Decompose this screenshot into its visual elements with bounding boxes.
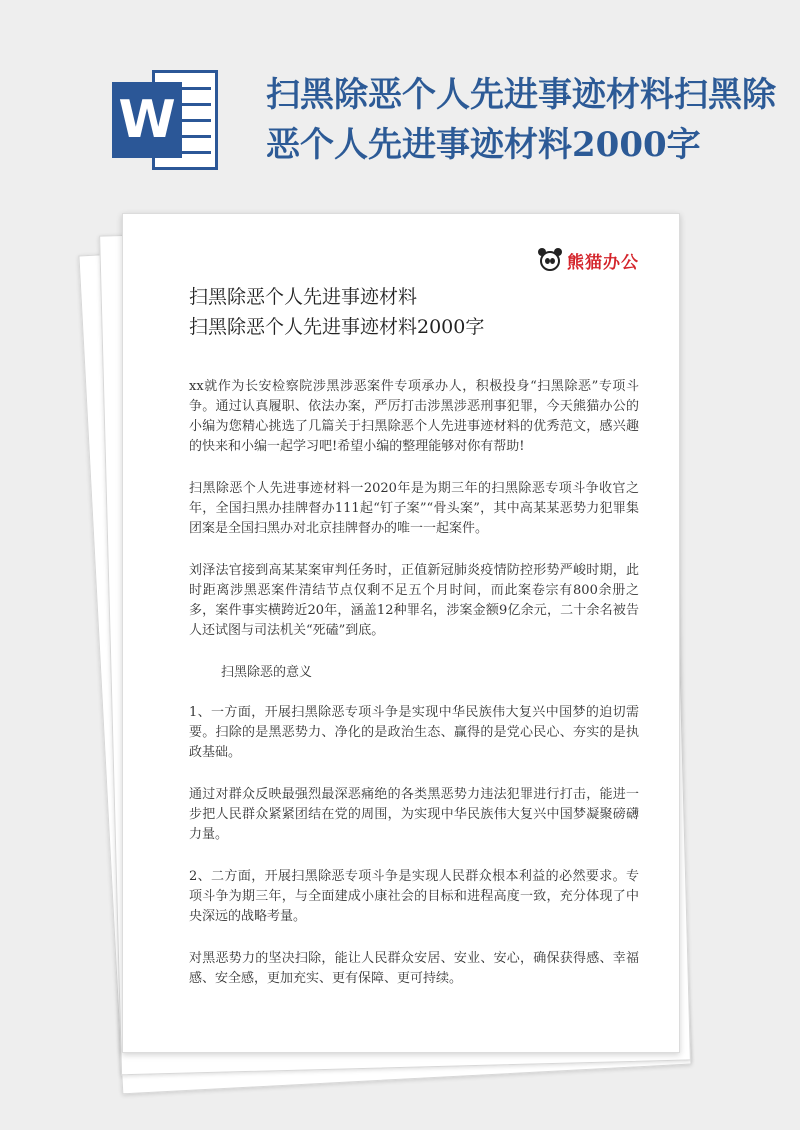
paragraph-point-2: 2、二方面，开展扫黑除恶专项斗争是实现人民群众根本利益的必然要求。专项斗争为期三年，与全面建成小康社会的目标和进程高度一致，充分体现了中央深远的战略考量。 — [189, 869, 639, 924]
paragraph-judge: 刘泽法官接到高某某案审判任务时，正值新冠肺炎疫情防控形势严峻时期，此时距离涉黑恶案件清结节点仅剩不足五个月时间，而此案卷宗有800余册之多，案件事实横跨近20年，涵盖12种罪名，涉案金额9亿余元，二十余名被告人还试图与司法机关“死磕”到底。 — [189, 563, 639, 638]
word-letter: W — [112, 82, 182, 158]
document-page — [122, 213, 680, 1053]
word-document-icon — [112, 70, 220, 170]
section-heading-significance: 扫黑除恶的意义 — [221, 665, 313, 680]
panda-icon — [537, 247, 563, 273]
document-title-line-1: 扫黑除恶个人先进事迹材料 — [189, 286, 418, 308]
brand-logo-text: 熊猫办公 — [567, 252, 639, 273]
paragraph-point-1-detail: 通过对群众反映最强烈最深恶痛绝的各类黑恶势力违法犯罪进行打击，能进一步把人民群众紧紧团结在党的周围，为实现中华民族伟大复兴中国梦凝聚磅礴力量。 — [189, 787, 639, 842]
banner — [0, 0, 800, 200]
document-title-line-2: 扫黑除恶个人先进事迹材料2000字 — [189, 316, 485, 338]
document-title — [189, 282, 629, 342]
banner-title: 扫黑除恶个人先进事迹材料扫黑除恶个人先进事迹材料2000字 — [266, 75, 776, 165]
paragraph-point-2-detail: 对黑恶势力的坚决扫除，能让人民群众安居、安业、安心，确保获得感、幸福感、安全感，更加充实、更有保障、更可持续。 — [189, 951, 639, 986]
brand-logo — [537, 247, 639, 273]
paragraph-case-overview: 扫黑除恶个人先进事迹材料一2020年是为期三年的扫黑除恶专项斗争收官之年，全国扫黑办挂牌督办111起“钉子案”“骨头案”，其中高某某恶势力犯罪集团案是全国扫黑办对北京挂牌督办的唯一一起案件。 — [189, 481, 639, 536]
document-body — [189, 377, 639, 1011]
paragraph-intro: xx就作为长安检察院涉黑涉恶案件专项承办人，积极投身“扫黑除恶”专项斗争。通过认真履职、依法办案，严厉打击涉黑涉恶刑事犯罪，今天熊猫办公的小编为您精心挑选了几篇关于扫黑除恶个人先进事迹材料的优秀范文，感兴趣的快来和小编一起学习吧!希望小编的整理能够对你有帮助! — [189, 379, 639, 454]
paragraph-point-1: 1、一方面，开展扫黑除恶专项斗争是实现中华民族伟大复兴中国梦的迫切需要。扫除的是黑恶势力、净化的是政治生态、赢得的是党心民心、夯实的是执政基础。 — [189, 705, 639, 760]
